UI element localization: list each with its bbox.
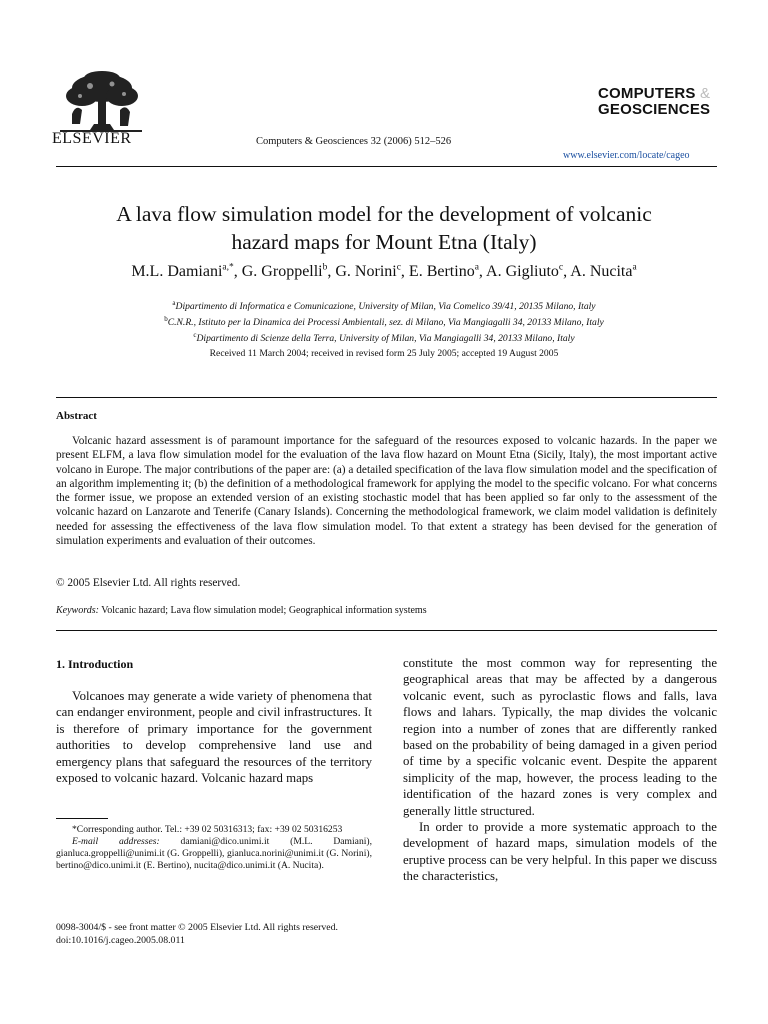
title-line-1: A lava flow simulation model for the development of volcanic	[116, 202, 652, 226]
abstract-copyright: © 2005 Elsevier Ltd. All rights reserved.	[56, 577, 241, 589]
article-dates: Received 11 March 2004; received in revised form 25 July 2005; accepted 19 August 2005	[209, 348, 559, 359]
keywords-label: Keywords:	[56, 605, 99, 616]
author-groppelli: G. Groppelli$^b$,	[241, 263, 336, 281]
article-title	[40, 200, 728, 256]
section-heading-introduction: 1. Introduction	[56, 657, 134, 671]
front-matter-line: 0098-3004/$ - see front matter © 2005 Elsevier Ltd. All rights reserved.	[56, 922, 338, 933]
author-norini: G. Norini$^c$,	[335, 263, 409, 281]
author-gigliuto: A. Gigliuto$^c$,	[486, 263, 571, 281]
keywords-list: Volcanic hazard; Lava flow simulation model; Geographical information systems	[101, 605, 427, 616]
abstract-bottom-rule	[56, 630, 717, 631]
title-line-2: hazard maps for Mount Etna (Italy)	[231, 230, 537, 254]
left-column	[56, 688, 372, 786]
page-footer	[56, 921, 338, 947]
affiliation-c: $^c$Dipartimento di Scienze della Terra, University of Milan, Via Mangiagalli 34, 20133 Milano, Italy	[193, 331, 575, 345]
publisher-name: ELSEVIER	[52, 130, 132, 147]
author-damiani: M.L. Damiani$^{a,*}$,	[131, 263, 242, 281]
journal-brand	[598, 86, 710, 118]
affiliations	[40, 297, 728, 346]
journal-brand-line2: GEOSCIENCES	[598, 101, 711, 118]
affiliation-b: $^b$C.N.R., Istituto per la Dinamica dei Processi Ambientali, sez. di Milano, Via Mangiagalli 34, 20133 Milano, Italy	[164, 315, 604, 329]
intro-paragraph-1: Volcanoes may generate a wide variety of phenomena that can endanger environment, people and civil infrastructures. It is therefore of primary importance for the government authorities to develop comprehensive land use and emergency plans that safeguard the resources of the territory exposed to volcanic hazard. Volcanic hazard maps	[56, 689, 372, 786]
right-column	[403, 655, 717, 885]
email-addresses	[56, 836, 372, 872]
journal-brand-line1: COMPUTERS	[598, 85, 696, 102]
abstract-top-rule	[56, 397, 717, 398]
intro-paragraph-2: constitute the most common way for representing the geographical areas that may be affected by a dangerous volcanic event, such as pyroclastic flows and falls, lava flows and lahars. Typically, the map divides the volcanic region into a number of zones that are differently ranked based on the probability of being damaged in a given period of time by a specific volcanic event. Despite the apparent simplicity of the map, however, the process leading to the identification of the hazard zones is very complex and generally little structured.	[403, 656, 717, 818]
journal-brand-amp: &	[700, 85, 711, 102]
header-rule	[56, 166, 717, 167]
author-nucita: A. Nucita$^a$	[570, 263, 637, 281]
intro-paragraph-3: In order to provide a more systematic approach to the development of hazard maps, simulation models of the eruptive process can be very helpful. In this paper we discuss the characteristics,	[403, 820, 717, 884]
footnote-rule	[56, 818, 108, 819]
email-label: E-mail addresses:	[72, 836, 160, 847]
author-list	[40, 263, 728, 281]
keywords	[56, 605, 427, 616]
footnote	[56, 824, 372, 872]
abstract-body: Volcanic hazard assessment is of paramount importance for the safeguard of the resources exposed to volcanic hazards. In the paper we present ELFM, a lava flow simulation model for the evaluation of the lava flow hazard on Mount Etna (Sicily, Italy), the most important active volcano in Europe. The major contributions of the paper are: (a) a detailed specification of the lava flow simulation model and the specification of an algorithm implementing it; (b) the definition of a methodological framework for applying the model to the specific volcano. For what concerns the former issue, we propose an extended version of an existing stochastic model that has been applied so far only to the assessment of the volcanic hazard on Lanzarote and Tenerife (Canary Islands). Concerning the methodological framework, we claim model validation is definitely needed for assessing the effectiveness of the lava flow simulation model. To that extent a strategy has been devised for the generation of simulation experiments and evaluation of their outcomes.	[56, 435, 717, 548]
email-list: damiani@dico.unimi.it (M.L. Damiani), gianluca.groppelli@unimi.it (G. Groppelli), gianluca.norini@unimi.it (G. Norini), bertino@dico.unimi.it (E. Bertino), nucita@dico.unimi.it (A. Nucita).	[56, 836, 372, 871]
author-bertino: E. Bertino$^a$,	[408, 263, 487, 281]
doi-line: doi:10.1016/j.cageo.2005.08.011	[56, 935, 185, 946]
corresponding-author: *Corresponding author. Tel.: +39 02 50316313; fax: +39 02 50316253	[72, 824, 343, 835]
journal-url-link[interactable]: www.elsevier.com/locate/cageo	[563, 150, 690, 161]
journal-reference: Computers & Geosciences 32 (2006) 512–526	[256, 136, 452, 147]
affiliation-a: $^a$Dipartimento di Informatica e Comunicazione, University of Milan, Via Comelico 39/41, 20135 Milano, Italy	[172, 299, 596, 313]
abstract-heading: Abstract	[56, 410, 97, 422]
